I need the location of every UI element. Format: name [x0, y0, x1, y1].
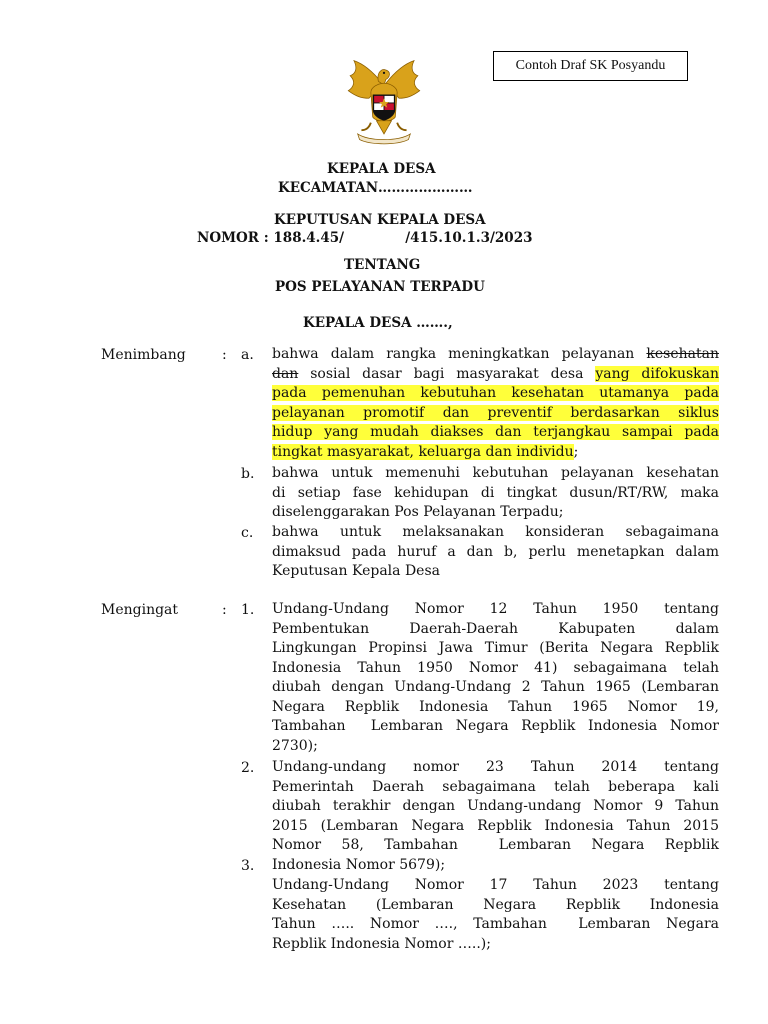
strikethrough-text: kesehatan: [646, 346, 719, 362]
text-line: Negara Repblik Indonesia Tahun 1965 Nomor 19,: [272, 698, 719, 715]
text-line: Indonesia Tahun 1950 Nomor 41) sebagaimana telah: [272, 659, 719, 676]
mengingat-item-3: [272, 876, 719, 954]
text-line: tingkat masyarakat, keluarga dan individu;: [272, 443, 579, 460]
text-line: diselenggarakan Pos Pelayanan Terpadu;: [272, 504, 564, 520]
strikethrough-text: dan: [272, 365, 299, 382]
text-line: Tambahan Lembaran Negara Repblik Indonesia Nomor: [272, 718, 719, 734]
garuda-pancasila-emblem-icon: [337, 55, 431, 149]
text-line: Pembentukan Daerah-Daerah Kabupaten dalam: [272, 620, 719, 637]
menimbang-marker-b: b.: [241, 466, 255, 482]
text-line: 2015 (Lembaran Negara Repblik Indonesia Tahun 2015: [272, 817, 719, 834]
text-line: bahwa untuk melaksanakan konsideran sebagaimana: [272, 524, 719, 540]
menimbang-marker-a: a.: [241, 347, 254, 363]
menimbang-colon: :: [222, 347, 227, 363]
text-line: di setiap fase kehidupan di tingkat dusun/RT/RW, maka: [272, 484, 719, 501]
text-line: Kesehatan (Lembaran Negara Repblik Indonesia: [272, 896, 719, 913]
highlighted-text: pelayanan promotif dan preventif berdasarkan siklus: [272, 404, 719, 421]
text-line: Lingkungan Propinsi Jawa Timur (Berita Negara Repblik: [272, 640, 719, 656]
mengingat-marker-1: 1.: [241, 602, 255, 618]
text-line: 2730);: [272, 737, 318, 754]
text-line: diubah terakhir dengan Undang-undang Nomor 9 Tahun: [272, 798, 719, 814]
draft-label-box: [493, 51, 688, 81]
text-line: Undang-undang nomor 23 Tahun 2014 tentang: [272, 759, 719, 775]
text-line: bahwa untuk memenuhi kebutuhan pelayanan kesehatan: [272, 465, 719, 481]
header-keputusan: KEPUTUSAN KEPALA DESA: [274, 212, 486, 228]
mengingat-item-1: [272, 600, 719, 756]
mengingat-item-2: [272, 758, 719, 875]
draft-label-text: Contoh Draf SK Posyandu: [515, 58, 666, 73]
text-line: dan sosial dasar bagi masyarakat desa yang difokuskan: [272, 365, 720, 382]
mengingat-marker-2: 2.: [241, 760, 255, 776]
text-line: Repblik Indonesia Nomor …..);: [272, 935, 491, 952]
text-line: Pemerintah Daerah sebagaimana telah beberapa kali: [272, 778, 719, 795]
highlighted-text: pada pemenuhan kebutuhan kesehatan utamanya pada: [272, 385, 719, 401]
text-line: Keputusan Kepala Desa: [272, 563, 440, 579]
text-line: Indonesia Nomor 5679);: [272, 856, 446, 873]
menimbang-item-a: [272, 345, 719, 462]
header-subject: POS PELAYANAN TERPADU: [275, 279, 485, 295]
text-line: Undang-Undang Nomor 12 Tahun 1950 tentang: [272, 601, 719, 617]
menimbang-marker-c: c.: [241, 525, 254, 541]
header-kepala-desa: KEPALA DESA: [327, 161, 436, 177]
highlighted-text: yang difokuskan: [595, 365, 720, 382]
menimbang-item-c: [272, 523, 719, 582]
text-line: dimaksud pada huruf a dan b, perlu menetapkan dalam: [272, 543, 719, 560]
text-line: [272, 404, 719, 424]
text-line: Tahun ….. Nomor …., Tambahan Lembaran Negara: [272, 916, 719, 932]
menimbang-item-b: [272, 464, 719, 523]
menimbang-label: Menimbang: [101, 347, 186, 363]
header-tentang: TENTANG: [344, 257, 421, 273]
header-kecamatan: KECAMATAN…………………: [278, 180, 473, 196]
header-kepala-desa-sign: KEPALA DESA …….,: [303, 315, 453, 331]
mengingat-label: Mengingat: [101, 602, 179, 618]
text-line: [272, 423, 719, 443]
text-line: Undang-Undang Nomor 17 Tahun 2023 tentang: [272, 877, 719, 893]
mengingat-colon: :: [222, 602, 227, 618]
text-line: bahwa dalam rangka meningkatkan pelayanan kesehatan: [272, 346, 719, 362]
mengingat-marker-3: 3.: [241, 858, 255, 874]
highlighted-text: hidup yang mudah diakses dan terjangkau sampai pada: [272, 424, 719, 440]
text-line: diubah dengan Undang-Undang 2 Tahun 1965 (Lembaran: [272, 679, 719, 695]
text-line: Nomor 58, Tambahan Lembaran Negara Repblik: [272, 837, 719, 853]
highlighted-text: tingkat masyarakat, keluarga dan individu: [272, 443, 574, 460]
header-nomor: NOMOR : 188.4.45/ /415.10.1.3/2023: [197, 230, 533, 246]
text-line: [272, 384, 719, 404]
